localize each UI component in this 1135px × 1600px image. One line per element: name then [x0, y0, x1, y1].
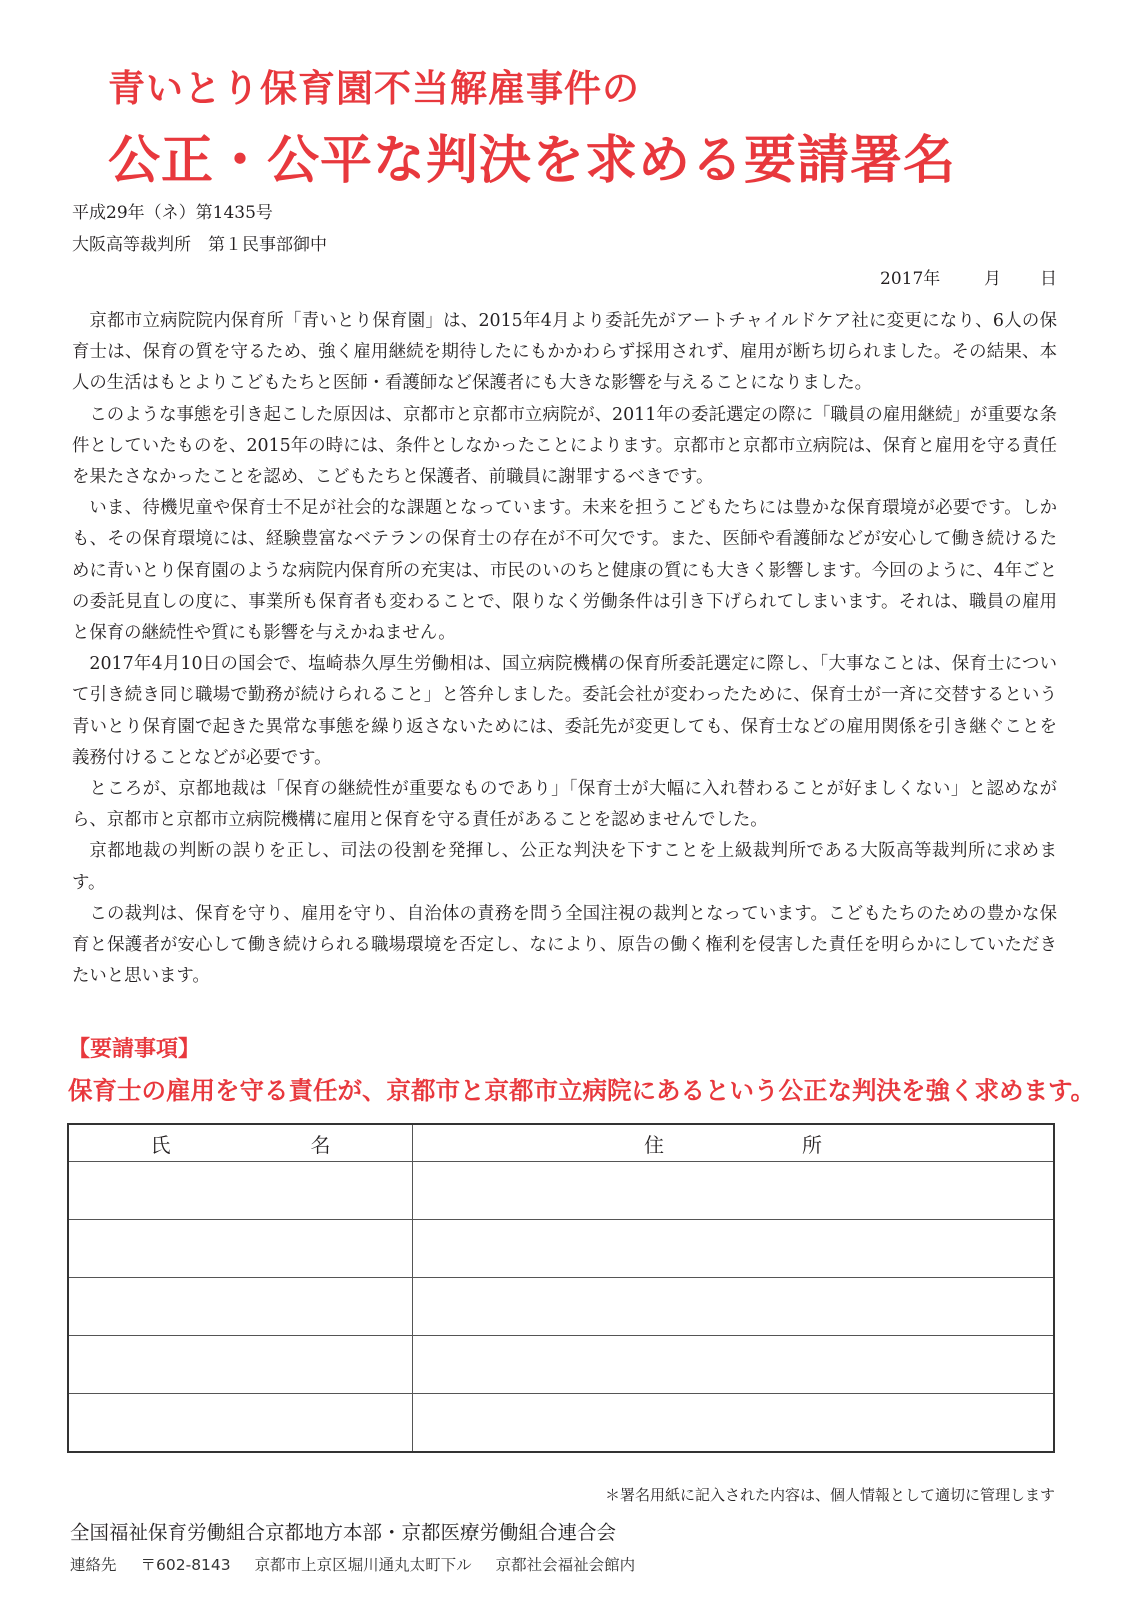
name-header-char-1: 氏 — [150, 1132, 171, 1157]
address-cell[interactable] — [413, 1394, 1055, 1453]
date-day: 日 — [1040, 269, 1057, 289]
contact-label: 連絡先 — [70, 1556, 117, 1574]
address-cell[interactable] — [413, 1162, 1055, 1220]
paragraph: このような事態を引き起こした原因は、京都市と京都市立病院が、2011年の委託選定の際に「職員の雇用継続」が重要な条件としていたものを、2015年の時には、条件としなかったことによります。京都市と京都市立病院は、保育と雇用を守る責任を果たさなかったことを認め、こどもたちと保護者、前職員に謝罪するべきです。 — [72, 404, 1057, 488]
signature-row — [68, 1394, 1054, 1453]
address-header-char-2: 所 — [802, 1132, 822, 1157]
address-header-char-1: 住 — [644, 1132, 664, 1157]
request-text: 保育士の雇用を守る責任が、京都市と京都市立病院にあるという公正な判決を強く求めます。 — [68, 1076, 1096, 1105]
name-cell[interactable] — [68, 1162, 413, 1220]
address-cell[interactable] — [413, 1336, 1055, 1394]
date-month: 月 — [984, 269, 1001, 289]
title-line-2: 公正・公平な判決を求める要請署名 — [108, 131, 957, 191]
request-heading: 【要請事項】 — [68, 1037, 201, 1062]
postal-code: 〒602-8143 — [140, 1556, 231, 1574]
name-cell[interactable] — [68, 1394, 413, 1453]
address-cell[interactable] — [413, 1220, 1055, 1278]
address-cell[interactable] — [413, 1278, 1055, 1336]
contact-building: 京都社会福祉会館内 — [495, 1556, 636, 1574]
paragraph: 京都市立病院院内保育所「青いとり保育園」は、2015年4月より委託先がアートチャイルドケア社に変更になり、6人の保育士は、保育の質を守るため、強く雇用継続を期待したにもかかわらず採用されず、雇用が断ち切られました。その結果、本人の生活はもとよりこどもたちと医師・看護師など保護者にも大きな影響を与えることになりました。 — [72, 311, 1057, 394]
address-column-header — [413, 1124, 1055, 1162]
petition-body — [72, 306, 1057, 992]
date-line — [880, 264, 1057, 289]
name-cell[interactable] — [68, 1336, 413, 1394]
paragraph: いま、待機児童や保育士不足が社会的な課題となっています。未来を担うこどもたちには豊かな保育環境が必要です。しかも、その保育環境には、経験豊富なベテランの保育士の存在が不可欠です。また、医師や看護師などが安心して働き続けるために青いとり保育園のような病院内保育所の充実は、市民のいのちと健康の質にも大きく影響します。今回のように、4年ごとの委託見直しの度に、事業所も保育者も変わることで、限りなく労働条件は引き下げられてしまいます。それは、職員の雇用と保育の継続性や質にも影響を与えかねません。 — [72, 498, 1057, 644]
organizations: 全国福祉保育労働組合京都地方本部・京都医療労働組合連合会 — [70, 1521, 617, 1544]
signature-table-header — [68, 1124, 1054, 1162]
contact-address: 京都市上京区堀川通丸太町下ル — [254, 1556, 472, 1574]
name-column-header — [68, 1124, 413, 1162]
signature-table — [67, 1123, 1055, 1453]
contact-line — [70, 1553, 659, 1575]
paragraph: ところが、京都地裁は「保育の継続性が重要なものであり」「保育士が大幅に入れ替わることが好ましくない」と認めながら、京都市と京都市立病院機構に雇用と保育を守る責任があることを認めませんでした。 — [72, 779, 1057, 831]
signature-row — [68, 1162, 1054, 1220]
paragraph: 京都地裁の判断の誤りを正し、司法の役割を発揮し、公正な判決を下すことを上級裁判所である大阪高等裁判所に求めます。 — [72, 841, 1057, 893]
name-cell[interactable] — [68, 1278, 413, 1336]
paragraph: この裁判は、保育を守り、雇用を守り、自治体の責務を問う全国注視の裁判となっています。こどもたちのための豊かな保育と保護者が安心して働き続けられる職場環境を否定し、なにより、原告の働く権利を侵害した責任を明らかにしていただきたいと思います。 — [72, 903, 1057, 987]
signature-row — [68, 1220, 1054, 1278]
court-addressee: 大阪高等裁判所 第１民事部御中 — [72, 235, 327, 255]
privacy-note: ＊署名用紙に記入された内容は、個人情報として適切に管理します — [604, 1486, 1055, 1504]
case-number: 平成29年（ネ）第1435号 — [72, 203, 273, 223]
paragraph: 2017年4月10日の国会で、塩崎恭久厚生労働相は、国立病院機構の保育所委託選定に際し、「大事なことは、保育士について引き続き同じ職場で勤務が続けられること」と答弁しました。委託会社が変わったために、保育士が一斉に交替するという青いとり保育園で起きた異常な事態を繰り返さないためには、委託先が変更しても、保育士などの雇用関係を引き継ぐことを義務付けることなどが必要です。 — [72, 654, 1057, 768]
name-header-char-2: 名 — [310, 1132, 331, 1157]
name-cell[interactable] — [68, 1220, 413, 1278]
signature-row — [68, 1278, 1054, 1336]
signature-row — [68, 1336, 1054, 1394]
date-year: 2017年 — [880, 269, 941, 289]
title-line-1: 青いとり保育園不当解雇事件の — [108, 67, 640, 110]
